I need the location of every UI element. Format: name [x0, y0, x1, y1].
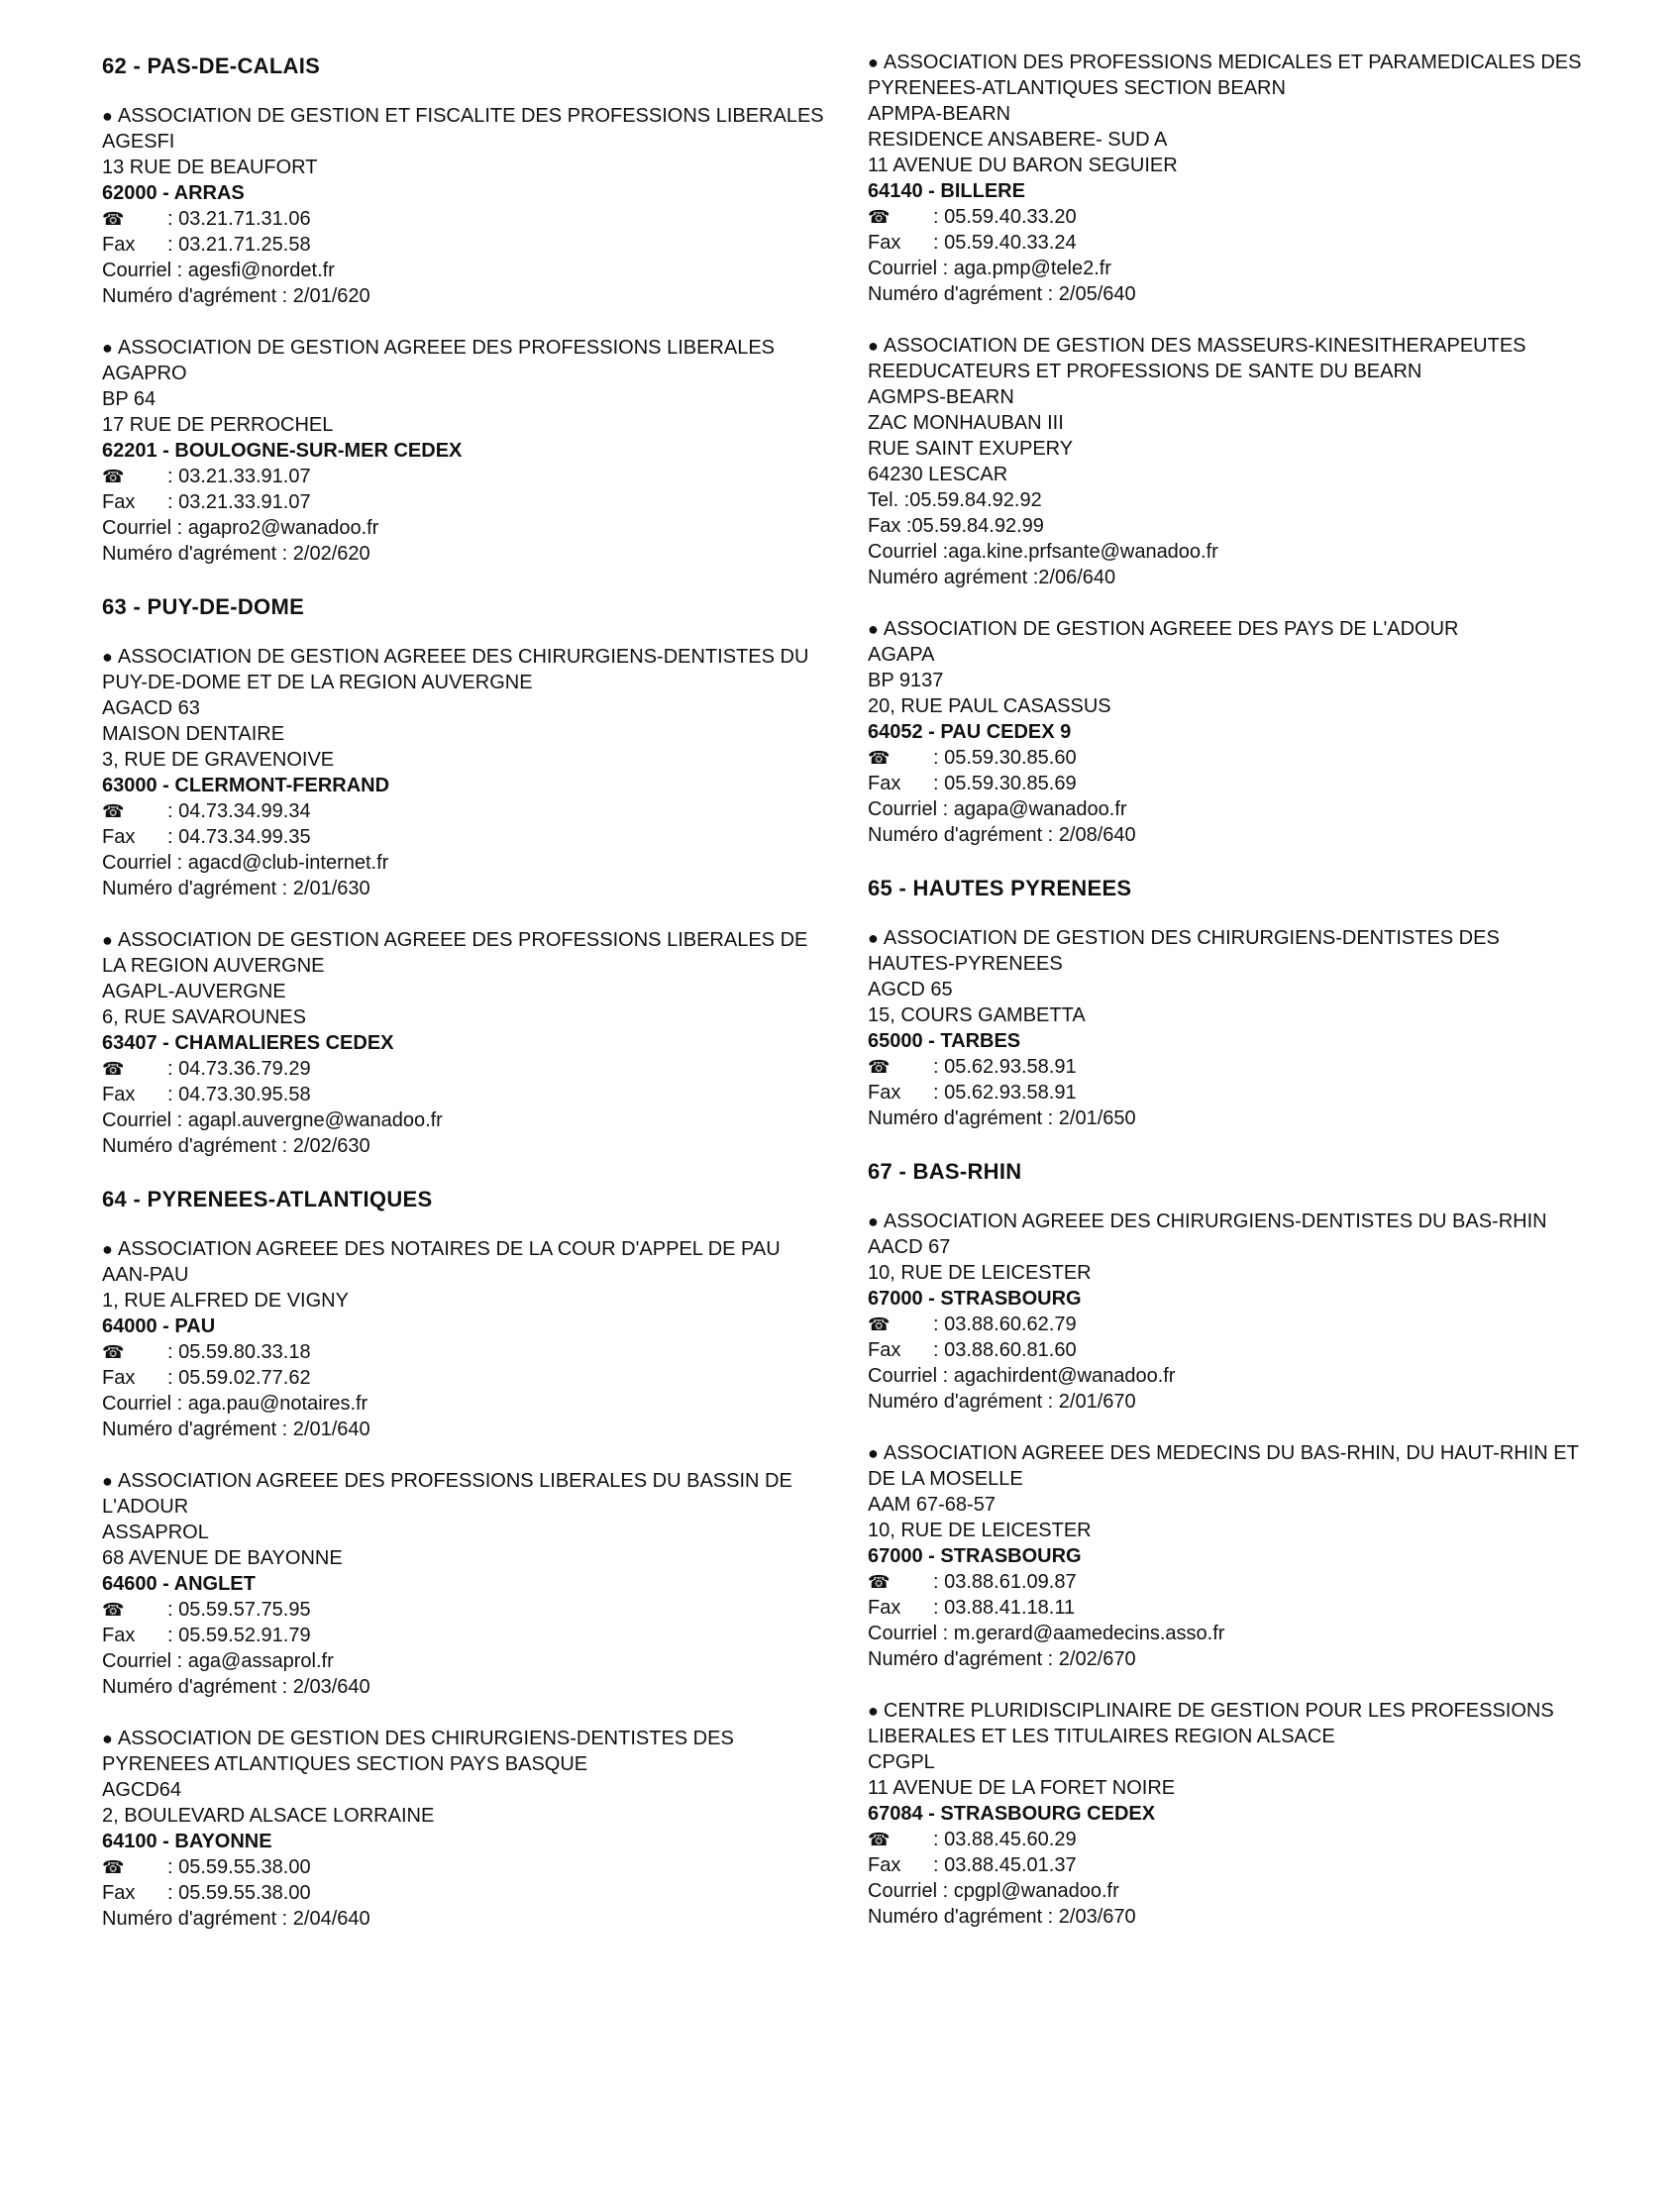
- fax-number: : 05.59.30.85.69: [933, 773, 1077, 794]
- address-line: MAISON DENTAIRE: [102, 723, 285, 745]
- address-line: AGACD 63: [102, 697, 200, 719]
- approval-number: Numéro d'agrément : 2/08/640: [868, 824, 1136, 846]
- fax-line: [868, 1337, 1591, 1363]
- association-entry: [868, 333, 1591, 590]
- phone-line: [868, 1054, 1591, 1080]
- association-entry: [102, 1468, 825, 1700]
- department-heading: 62 - PAS-DE-CALAIS: [102, 53, 321, 78]
- phone-icon: ☎: [868, 1315, 891, 1334]
- phone-number: : 03.21.71.31.06: [167, 208, 311, 230]
- association-name: ● CENTRE PLURIDISCIPLINAIRE DE GESTION POUR LES PROFESSIONS LIBERALES ET LES TITULAIRES REGION ALSACE: [868, 1698, 1591, 1749]
- fax-line: [102, 232, 825, 258]
- phone-icon: ☎: [868, 207, 891, 227]
- phone-icon: ☎: [102, 209, 125, 229]
- phone-icon: ☎: [868, 1830, 891, 1849]
- fax-label: Fax: [102, 491, 136, 513]
- address-line: 10, RUE DE LEICESTER: [868, 1520, 1092, 1541]
- postal-city: 67000 - STRASBOURG: [868, 1288, 1082, 1310]
- postal-city: 62000 - ARRAS: [102, 182, 245, 204]
- email-line: Courriel : agacd@club-internet.fr: [102, 852, 389, 874]
- address-line: Numéro agrément :2/06/640: [868, 567, 1116, 588]
- phone-line: [102, 206, 825, 232]
- association-name: ● ASSOCIATION AGREEE DES PROFESSIONS LIBERALES DU BASSIN DE L'ADOUR: [102, 1468, 825, 1520]
- email-line: Courriel : aga@assaprol.fr: [102, 1650, 334, 1672]
- phone-line: [868, 1569, 1591, 1595]
- left-column: [102, 50, 825, 1957]
- fax-label: Fax: [102, 234, 136, 256]
- phone-line: [868, 1312, 1591, 1337]
- email-line: Courriel : aga.pmp@tele2.fr: [868, 258, 1111, 279]
- phone-icon: ☎: [868, 1572, 891, 1592]
- approval-number: Numéro d'agrément : 2/02/670: [868, 1648, 1136, 1670]
- address-line: 20, RUE PAUL CASASSUS: [868, 695, 1111, 717]
- fax-line: [868, 771, 1591, 796]
- fax-label: Fax: [868, 1339, 901, 1361]
- association-name: ● ASSOCIATION AGREEE DES CHIRURGIENS-DENTISTES DU BAS-RHIN: [868, 1209, 1591, 1234]
- approval-number: Numéro d'agrément : 2/02/620: [102, 543, 370, 565]
- phone-icon: ☎: [102, 801, 125, 821]
- phone-number: : 05.59.40.33.20: [933, 206, 1077, 228]
- address-line: AGAPL-AUVERGNE: [102, 981, 286, 1002]
- fax-label: Fax: [102, 1625, 136, 1646]
- phone-icon: ☎: [102, 467, 125, 486]
- fax-label: Fax: [102, 1084, 136, 1105]
- association-entry: [868, 1209, 1591, 1415]
- address-line: 1, RUE ALFRED DE VIGNY: [102, 1290, 349, 1312]
- address-line: 68 AVENUE DE BAYONNE: [102, 1547, 343, 1569]
- postal-city: 67084 - STRASBOURG CEDEX: [868, 1803, 1156, 1825]
- association-name: ● ASSOCIATION AGREEE DES NOTAIRES DE LA COUR D'APPEL DE PAU: [102, 1236, 825, 1262]
- address-line: BP 64: [102, 388, 157, 410]
- address-line: AACD 67: [868, 1236, 951, 1258]
- phone-number: : 03.88.45.60.29: [933, 1829, 1077, 1850]
- department-heading: 64 - PYRENEES-ATLANTIQUES: [102, 1187, 433, 1211]
- association-entry: [102, 644, 825, 901]
- fax-label: Fax: [868, 1082, 901, 1104]
- phone-number: : 03.88.60.62.79: [933, 1314, 1077, 1335]
- fax-number: : 03.88.60.81.60: [933, 1339, 1077, 1361]
- fax-number: : 03.21.33.91.07: [167, 491, 311, 513]
- right-column: [868, 50, 1591, 1955]
- fax-line: [102, 1623, 825, 1648]
- association-entry: [102, 103, 825, 309]
- association-entry: [102, 927, 825, 1159]
- phone-icon: ☎: [868, 748, 891, 768]
- phone-number: : 05.59.55.38.00: [167, 1856, 311, 1878]
- association-name: ● ASSOCIATION DE GESTION DES CHIRURGIENS-DENTISTES DES HAUTES-PYRENEES: [868, 925, 1591, 977]
- address-line: AAN-PAU: [102, 1264, 189, 1286]
- association-entry: [868, 1698, 1591, 1930]
- phone-line: [102, 1854, 825, 1880]
- address-line: APMPA-BEARN: [868, 103, 1011, 125]
- department-heading: 67 - BAS-RHIN: [868, 1159, 1022, 1184]
- email-line: Courriel : agesfi@nordet.fr: [102, 260, 335, 281]
- postal-city: 67000 - STRASBOURG: [868, 1545, 1082, 1567]
- phone-icon: ☎: [102, 1342, 125, 1362]
- phone-number: : 05.59.30.85.60: [933, 747, 1077, 769]
- association-name: ● ASSOCIATION DE GESTION AGREEE DES PROFESSIONS LIBERALES AGAPRO: [102, 335, 825, 386]
- phone-line: [102, 1056, 825, 1082]
- postal-city: 62201 - BOULOGNE-SUR-MER CEDEX: [102, 440, 463, 462]
- address-line: AGCD 65: [868, 979, 953, 1000]
- email-line: Courriel : m.gerard@aamedecins.asso.fr: [868, 1623, 1225, 1644]
- association-name: ● ASSOCIATION DE GESTION AGREEE DES PAYS DE L'ADOUR: [868, 616, 1591, 642]
- department-section: [102, 52, 825, 567]
- approval-number: Numéro d'agrément : 2/01/670: [868, 1391, 1136, 1413]
- association-entry: [868, 50, 1591, 307]
- address-line: AGAPA: [868, 644, 935, 666]
- approval-number: Numéro d'agrément : 2/01/650: [868, 1107, 1136, 1129]
- phone-line: [102, 464, 825, 489]
- association-name: ● ASSOCIATION DE GESTION DES CHIRURGIENS-DENTISTES DES PYRENEES ATLANTIQUES SECTION PAYS BASQUE: [102, 1726, 825, 1777]
- fax-label: Fax: [102, 1367, 136, 1389]
- fax-line: [868, 1852, 1591, 1878]
- address-line: BP 9137: [868, 670, 944, 691]
- fax-label: Fax: [868, 232, 901, 254]
- address-line: ASSAPROL: [102, 1522, 209, 1543]
- email-line: Courriel : agapro2@wanadoo.fr: [102, 517, 379, 539]
- phone-number: : 03.88.61.09.87: [933, 1571, 1077, 1593]
- approval-number: Numéro d'agrément : 2/04/640: [102, 1908, 370, 1930]
- fax-line: [102, 1880, 825, 1906]
- email-line: Courriel : agapl.auvergne@wanadoo.fr: [102, 1109, 443, 1131]
- department-section: [102, 592, 825, 1159]
- address-line: 6, RUE SAVAROUNES: [102, 1006, 306, 1028]
- association-entry: [868, 616, 1591, 848]
- association-name: ● ASSOCIATION DES PROFESSIONS MEDICALES ET PARAMEDICALES DES PYRENEES-ATLANTIQUES SECTION BEARN: [868, 50, 1591, 101]
- approval-number: Numéro d'agrément : 2/03/640: [102, 1676, 370, 1698]
- address-line: 17 RUE DE PERROCHEL: [102, 414, 334, 436]
- fax-number: : 04.73.30.95.58: [167, 1084, 311, 1105]
- fax-number: : 05.59.02.77.62: [167, 1367, 311, 1389]
- phone-line: [868, 204, 1591, 230]
- phone-number: : 05.59.57.75.95: [167, 1599, 311, 1621]
- address-line: 3, RUE DE GRAVENOIVE: [102, 749, 335, 771]
- phone-line: [868, 745, 1591, 771]
- postal-city: 65000 - TARBES: [868, 1030, 1021, 1052]
- fax-label: Fax: [102, 1882, 136, 1904]
- address-line: 2, BOULEVARD ALSACE LORRAINE: [102, 1805, 435, 1827]
- fax-label: Fax: [868, 773, 901, 794]
- phone-line: [102, 798, 825, 824]
- email-line: Courriel : agachirdent@wanadoo.fr: [868, 1365, 1176, 1387]
- fax-number: : 05.59.55.38.00: [167, 1882, 311, 1904]
- association-entry: [102, 1236, 825, 1442]
- email-line: Courriel : aga.pau@notaires.fr: [102, 1393, 368, 1415]
- postal-city: 64052 - PAU CEDEX 9: [868, 721, 1072, 743]
- fax-label: Fax: [102, 826, 136, 848]
- fax-line: [102, 824, 825, 850]
- phone-number: : 03.21.33.91.07: [167, 466, 311, 487]
- department-section: [102, 1185, 825, 1932]
- association-entry: [868, 1440, 1591, 1672]
- fax-number: : 03.88.41.18.11: [933, 1597, 1076, 1619]
- phone-number: : 05.59.80.33.18: [167, 1341, 311, 1363]
- department-section: [868, 1157, 1591, 1930]
- postal-city: 63407 - CHAMALIERES CEDEX: [102, 1032, 394, 1054]
- address-line: RESIDENCE ANSABERE- SUD A: [868, 129, 1168, 151]
- phone-number: : 04.73.34.99.34: [167, 800, 311, 822]
- approval-number: Numéro d'agrément : 2/01/620: [102, 285, 370, 307]
- fax-number: : 05.59.52.91.79: [167, 1625, 311, 1646]
- association-name: ● ASSOCIATION DE GESTION DES MASSEURS-KINESITHERAPEUTES REEDUCATEURS ET PROFESSIONS DE SANTE DU BEARN: [868, 333, 1591, 384]
- phone-icon: ☎: [102, 1600, 125, 1620]
- postal-city: 64100 - BAYONNE: [102, 1831, 272, 1852]
- phone-line: [102, 1597, 825, 1623]
- association-name: ● ASSOCIATION AGREEE DES MEDECINS DU BAS-RHIN, DU HAUT-RHIN ET DE LA MOSELLE: [868, 1440, 1591, 1492]
- department-section: [868, 50, 1591, 848]
- fax-number: : 03.88.45.01.37: [933, 1854, 1077, 1876]
- phone-line: [102, 1339, 825, 1365]
- phone-icon: ☎: [868, 1057, 891, 1077]
- postal-city: 63000 - CLERMONT-FERRAND: [102, 775, 390, 796]
- address-line: AGCD64: [102, 1779, 182, 1801]
- fax-label: Fax: [868, 1597, 901, 1619]
- department-section: [868, 874, 1591, 1131]
- association-entry: [868, 925, 1591, 1131]
- association-entry: [102, 335, 825, 567]
- address-line: 11 AVENUE DE LA FORET NOIRE: [868, 1777, 1176, 1799]
- fax-number: : 05.62.93.58.91: [933, 1082, 1077, 1104]
- approval-number: Numéro d'agrément : 2/01/630: [102, 878, 370, 899]
- postal-city: 64600 - ANGLET: [102, 1573, 256, 1595]
- fax-number: : 05.59.40.33.24: [933, 232, 1077, 254]
- address-line: 64230 LESCAR: [868, 464, 1008, 485]
- address-line: AAM 67-68-57: [868, 1494, 996, 1516]
- approval-number: Numéro d'agrément : 2/02/630: [102, 1135, 370, 1157]
- address-line: AGMPS-BEARN: [868, 386, 1014, 408]
- address-line: Courriel :aga.kine.prfsante@wanadoo.fr: [868, 541, 1218, 563]
- address-line: AGESFI: [102, 131, 175, 153]
- association-name: ● ASSOCIATION DE GESTION ET FISCALITE DES PROFESSIONS LIBERALES: [102, 103, 825, 129]
- address-line: Tel. :05.59.84.92.92: [868, 489, 1042, 511]
- fax-label: Fax: [868, 1854, 901, 1876]
- phone-icon: ☎: [102, 1059, 125, 1079]
- approval-number: Numéro d'agrément : 2/03/670: [868, 1906, 1136, 1928]
- association-entry: [102, 1726, 825, 1932]
- address-line: ZAC MONHAUBAN III: [868, 412, 1064, 434]
- address-line: Fax :05.59.84.92.99: [868, 515, 1044, 537]
- email-line: Courriel : agapa@wanadoo.fr: [868, 798, 1127, 820]
- address-line: 10, RUE DE LEICESTER: [868, 1262, 1092, 1284]
- department-heading: 65 - HAUTES PYRENEES: [868, 876, 1132, 900]
- email-line: Courriel : cpgpl@wanadoo.fr: [868, 1880, 1119, 1902]
- association-name: ● ASSOCIATION DE GESTION AGREEE DES CHIRURGIENS-DENTISTES DU PUY-DE-DOME ET DE LA REGION AUVERGNE: [102, 644, 825, 695]
- fax-line: [102, 489, 825, 515]
- association-name: ● ASSOCIATION DE GESTION AGREEE DES PROFESSIONS LIBERALES DE LA REGION AUVERGNE: [102, 927, 825, 979]
- address-line: CPGPL: [868, 1751, 935, 1773]
- fax-number: : 03.21.71.25.58: [167, 234, 311, 256]
- address-line: 13 RUE DE BEAUFORT: [102, 157, 318, 178]
- department-heading: 63 - PUY-DE-DOME: [102, 594, 305, 619]
- postal-city: 64140 - BILLERE: [868, 180, 1025, 202]
- fax-line: [102, 1365, 825, 1391]
- phone-number: : 04.73.36.79.29: [167, 1058, 311, 1080]
- approval-number: Numéro d'agrément : 2/01/640: [102, 1419, 370, 1440]
- approval-number: Numéro d'agrément : 2/05/640: [868, 283, 1136, 305]
- postal-city: 64000 - PAU: [102, 1315, 216, 1337]
- fax-line: [868, 1080, 1591, 1105]
- phone-number: : 05.62.93.58.91: [933, 1056, 1077, 1078]
- fax-line: [868, 230, 1591, 256]
- fax-number: : 04.73.34.99.35: [167, 826, 311, 848]
- fax-line: [868, 1595, 1591, 1621]
- fax-line: [102, 1082, 825, 1107]
- address-line: RUE SAINT EXUPERY: [868, 438, 1074, 460]
- phone-icon: ☎: [102, 1857, 125, 1877]
- address-line: 15, COURS GAMBETTA: [868, 1004, 1086, 1026]
- address-line: 11 AVENUE DU BARON SEGUIER: [868, 155, 1178, 176]
- phone-line: [868, 1827, 1591, 1852]
